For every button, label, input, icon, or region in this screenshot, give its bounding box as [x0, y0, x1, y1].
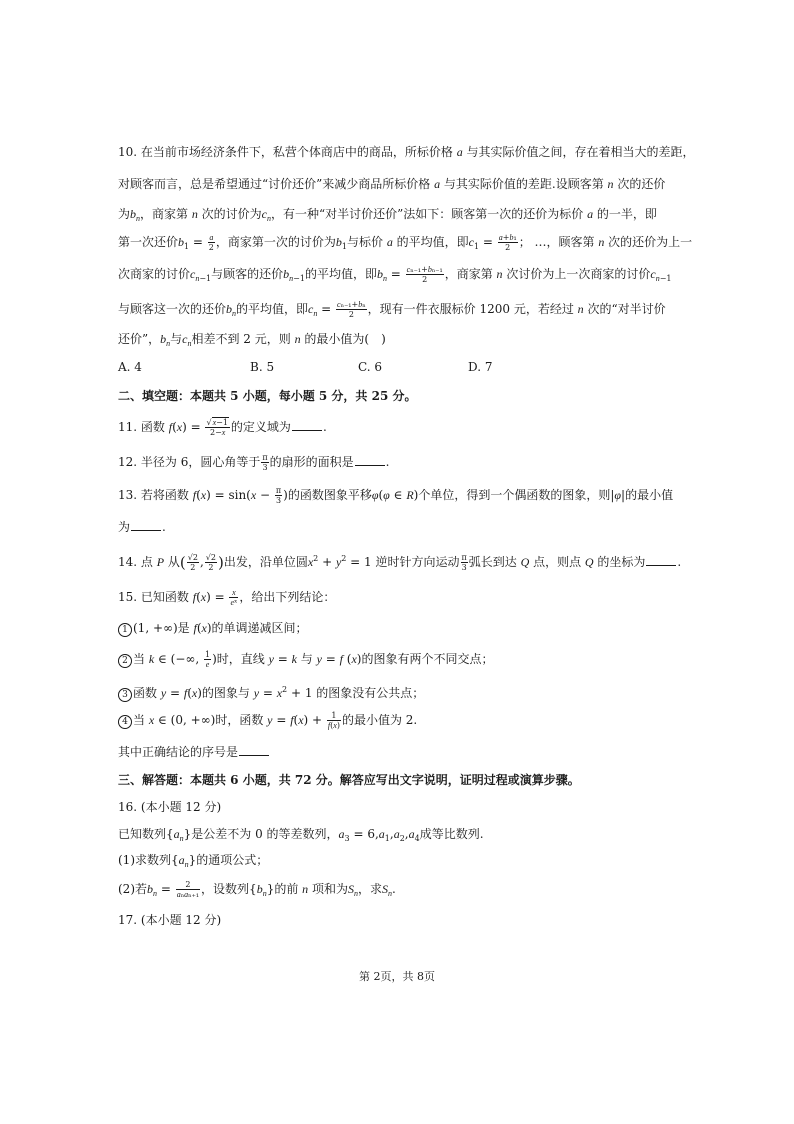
q13-line-1: 13. 若将函数 f(x) = sin(x − $\frac{\pi}{3}$ )的函数图象平移φ(φ ∈ R)个单位，得到一个偶函数的图象，则|φ|的最小值: [118, 486, 674, 505]
q15-conclusion-1: 1 (1, +∞)是 f(x)的单调递减区间；: [118, 620, 308, 637]
q13-line-2: 为 .: [118, 520, 166, 534]
q16-part-2: (2)若$b_n$ = $\frac{2}{\text{aₙaₙ₊₁}}$ ，设数列$\{b_n\}$的前 n 项和为$S_n$，求$S_n$.: [118, 880, 396, 899]
q16-part-1: (1)求数列$\{a_n\}$的通项公式；: [118, 853, 269, 869]
option-a: A. 4: [118, 360, 142, 374]
q10-line-7: 还价”，$b_n$与$c_n$相差不到 2 元，则 n 的最小值为( ): [118, 332, 386, 348]
q16-head: 16. (本小题 12 分): [118, 800, 222, 814]
q11: 11. 函数 f(x) = $\frac{√x-1}{2-x}$ 的定义域为 .: [118, 418, 327, 437]
q10-line-3: 为$b_n$，商家第 n 次的讨价为$c_n$，有一种“对半讨价还价”法如下：顾客第一次的还价为标价 a 的一半，即: [118, 207, 657, 223]
q12: 12. 半径为 6，圆心角等于 $\frac{\pi}{3}$ 的扇形的面积是 .: [118, 453, 390, 472]
option-c: C. 6: [358, 360, 383, 374]
q15-conclusion-4: 4 当 x ∈ (0, +∞)时，函数 y = f(x) + $\frac{1}{f(x)}$ 的最小值为 2.: [118, 711, 417, 730]
q15-conclusion-3: 3 函数 y = f(x)的图象与 $y = x^2 + 1$ 的图象没有公共点；: [118, 682, 424, 702]
section-2-heading: 二、填空题：本题共 5 小题，每小题 5 分，共 25 分。: [118, 389, 417, 403]
q10-line-5: 次商家的讨价$c_{n-1}$与顾客的还价$b_{n-1}$的平均值，即$b_n$ = $\frac{\text{cₙ₋₁+bₙ₋₁}}{2}$ ，商家第 n 次讨价为上一次商家的讨价$c_{n-1}$: [118, 265, 672, 284]
q14: 14. 点 P 从( $\frac{√2}{2}$ , $\frac{√2}{2}$ )出发，沿单位圆$x^2 + y^2 = 1$ 逆时针方向运动 $\frac{\pi}{3}$ 弧长到达 Q 点，则点 Q 的坐标为 .: [118, 553, 682, 572]
q15-tail: 其中正确结论的序号是: [118, 744, 270, 760]
q10-line-2: 对顾客而言，总是希望通过“讨价还价”来减少商品所标价格 a 与其实际价值的差距.设顾客第 n 次的还价: [118, 177, 666, 191]
q16-stem: 已知数列$\{a_n\}$是公差不为 0 的等差数列，$a_3 = 6,a_1,a_2,a_4$成等比数列.: [118, 827, 484, 843]
section-3-heading: 三、解答题：本题共 6 小题，共 72 分。解答应写出文字说明，证明过程或演算步骤。: [118, 773, 580, 787]
option-d: D. 7: [468, 360, 493, 374]
page-footer: 第 2页，共 8页: [359, 970, 435, 983]
q15-conclusion-2: 2 当 k ∈ (−∞, $\frac{1}{e}$ )时，直线 y = k 与 y = f (x)的图象有两个不同交点；: [118, 650, 493, 669]
q17-head: 17. (本小题 12 分): [118, 913, 222, 927]
q10-line-1: 10. 在当前市场经济条件下，私营个体商店中的商品，所标价格 a 与其实际价值之间，存在着相当大的差距，: [118, 145, 695, 159]
q10-line-4: 第一次还价$b_1$ = $\frac{a}{2}$ ，商家第一次的讨价为$b_1$与标价 a 的平均值，即$c_1$ = $\frac{\text{a+b₁}}{2}$ ； …，顾客第 n 次的还价为上一: [118, 233, 693, 252]
option-b: B. 5: [250, 360, 275, 374]
q15-stem: 15. 已知函数 f(x) = $\frac{x}{\text{eˣ}}$ ，给出下列结论：: [118, 588, 336, 607]
q10-line-6: 与顾客这一次的还价$b_n$的平均值，即$c_n$ = $\frac{\text{cₙ₋₁+bₙ}}{2}$ ，现有一件衣服标价 1200 元，若经过 n 次的“对半讨价: [118, 300, 666, 319]
